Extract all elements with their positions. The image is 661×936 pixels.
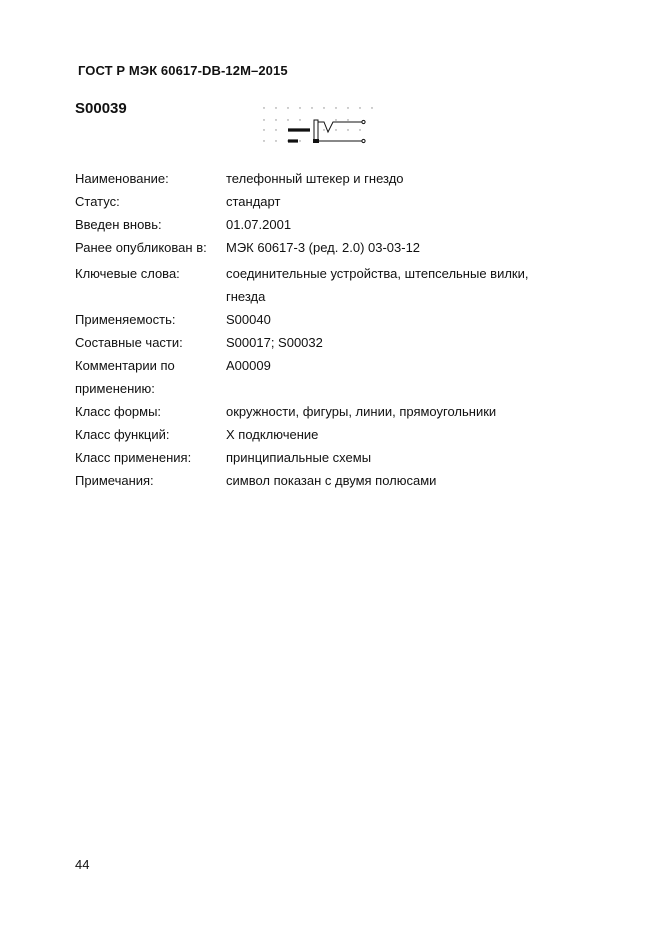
property-status [75, 190, 615, 213]
property-value: принципиальные схемы [226, 450, 372, 465]
property-label-line: применению: [75, 381, 155, 396]
property-label: Наименование: [75, 171, 169, 186]
property-value: S00040 [226, 312, 271, 327]
property-keywords [75, 262, 615, 308]
property-previously-published [75, 236, 615, 259]
property-application-comments [75, 354, 615, 400]
symbol-properties [75, 167, 615, 492]
property-value: телефонный штекер и гнездо [226, 171, 404, 186]
property-components [75, 331, 615, 354]
property-value: окружности, фигуры, линии, прямоугольники [226, 404, 497, 419]
property-label: Класс формы: [75, 404, 162, 419]
property-value-line: гнезда [226, 289, 266, 304]
property-value: 01.07.2001 [226, 217, 292, 232]
property-label: Ключевые слова: [75, 266, 180, 281]
property-value: стандарт [226, 194, 281, 209]
property-value: S00017; S00032 [226, 335, 323, 350]
property-value: X подключение [226, 427, 319, 442]
page-number: 44 [75, 857, 90, 872]
property-label [75, 354, 226, 400]
jack [313, 120, 365, 143]
plug [288, 130, 310, 141]
property-label: Статус: [75, 194, 120, 209]
property-application-class [75, 446, 615, 469]
symbol-id: S00039 [75, 100, 127, 117]
property-label: Примечания: [75, 473, 154, 488]
property-label: Применяемость: [75, 312, 176, 327]
property-label: Введен вновь: [75, 217, 162, 232]
property-function-class [75, 423, 615, 446]
property-shape-class [75, 400, 615, 423]
property-label: Ранее опубликован в: [75, 240, 207, 255]
property-label: Составные части: [75, 335, 183, 350]
property-value [226, 262, 615, 308]
property-value-line: соединительные устройства, штепсельные вилки, [226, 266, 529, 281]
property-notes [75, 469, 615, 492]
property-introduced [75, 213, 615, 236]
property-name [75, 167, 615, 190]
property-value: МЭК 60617-3 (ред. 2.0) 03-03-12 [226, 240, 421, 255]
property-applicability [75, 308, 615, 331]
property-label-line: Комментарии по [75, 358, 175, 373]
property-label: Класс применения: [75, 450, 192, 465]
property-label: Класс функций: [75, 427, 170, 442]
property-value: A00009 [226, 358, 271, 373]
property-value: символ показан с двумя полюсами [226, 473, 437, 488]
document-header: ГОСТ Р МЭК 60617-DB-12M–2015 [78, 63, 288, 78]
telephone-plug-and-jack-symbol-icon [256, 102, 380, 150]
